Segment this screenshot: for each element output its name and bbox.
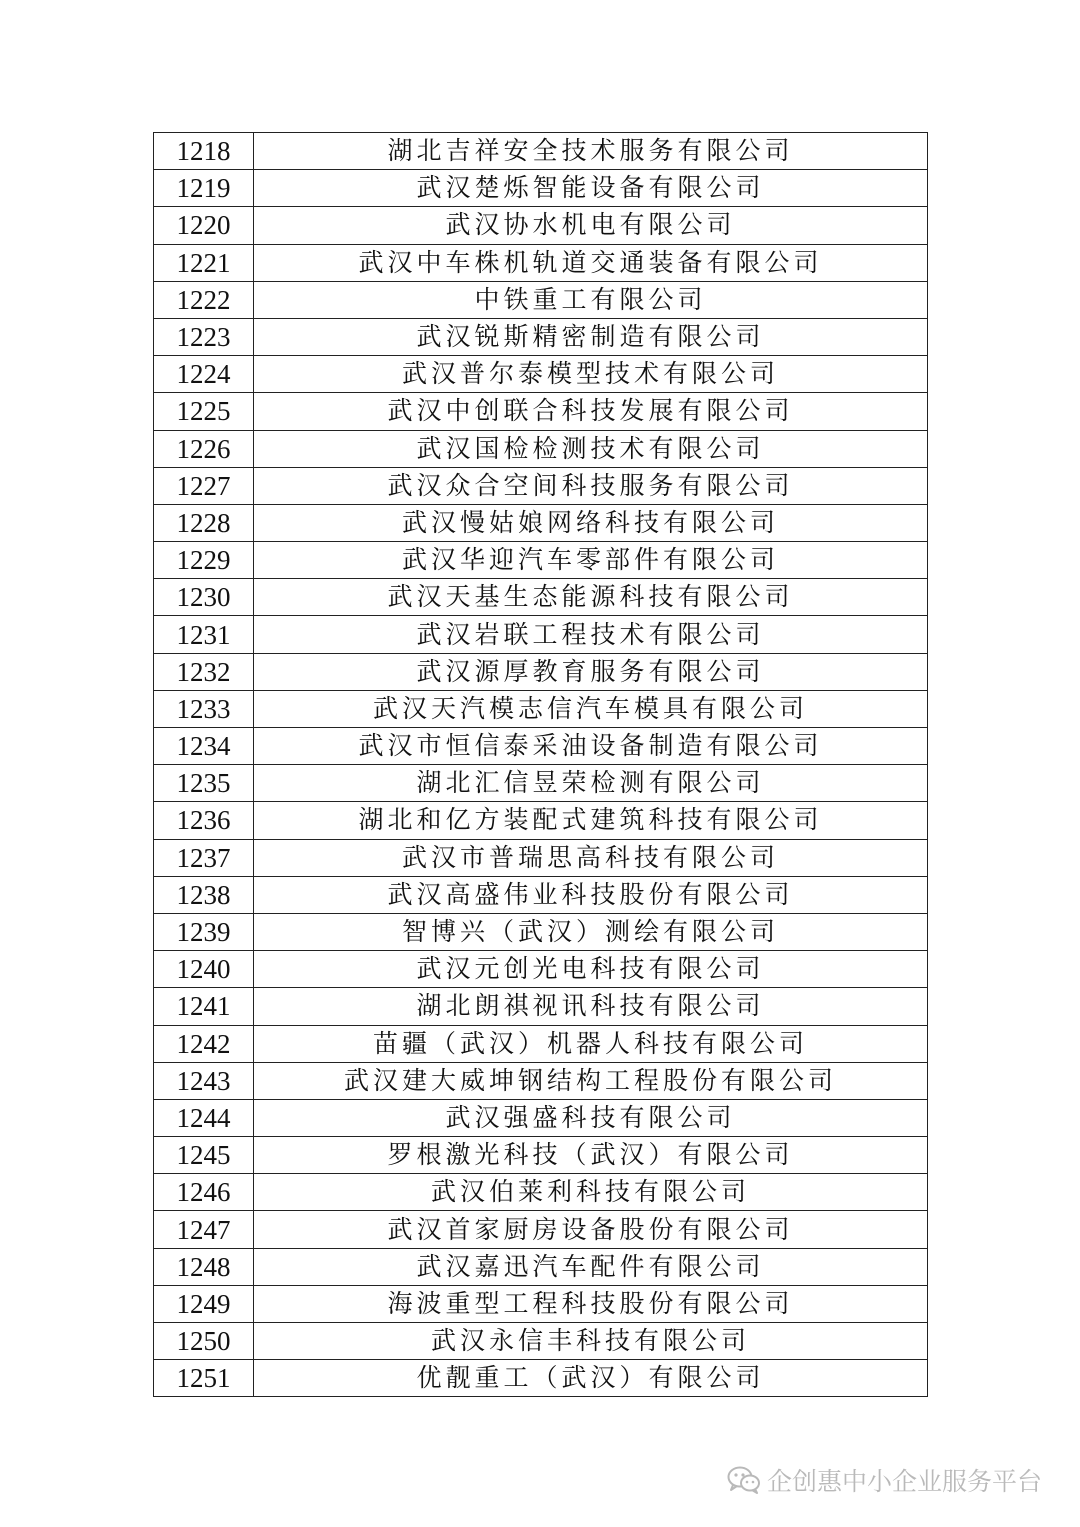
row-number: 1235 (154, 765, 254, 802)
table-row (154, 1137, 928, 1174)
table-row (154, 318, 928, 355)
company-name: 武汉岩联工程技术有限公司 (254, 616, 928, 653)
company-name: 武汉中创联合科技发展有限公司 (254, 393, 928, 430)
row-number: 1228 (154, 504, 254, 541)
row-number: 1247 (154, 1211, 254, 1248)
table-row (154, 504, 928, 541)
company-name: 武汉中车株机轨道交通装备有限公司 (254, 244, 928, 281)
table-row (154, 1174, 928, 1211)
company-name: 武汉天基生态能源科技有限公司 (254, 579, 928, 616)
row-number: 1222 (154, 281, 254, 318)
company-name: 武汉华迎汽车零部件有限公司 (254, 542, 928, 579)
row-number: 1243 (154, 1062, 254, 1099)
company-name: 武汉源厚教育服务有限公司 (254, 653, 928, 690)
company-name: 武汉伯莱利科技有限公司 (254, 1174, 928, 1211)
company-name: 优靓重工（武汉）有限公司 (254, 1360, 928, 1397)
company-name: 武汉国检检测技术有限公司 (254, 430, 928, 467)
table-row (154, 802, 928, 839)
row-number: 1219 (154, 170, 254, 207)
row-number: 1240 (154, 951, 254, 988)
row-number: 1225 (154, 393, 254, 430)
table-row (154, 765, 928, 802)
company-name: 湖北汇信昱荣检测有限公司 (254, 765, 928, 802)
table-row (154, 913, 928, 950)
table-row (154, 579, 928, 616)
row-number: 1239 (154, 913, 254, 950)
company-name: 苗疆（武汉）机器人科技有限公司 (254, 1025, 928, 1062)
row-number: 1234 (154, 728, 254, 765)
company-name: 武汉楚烁智能设备有限公司 (254, 170, 928, 207)
table-row (154, 1062, 928, 1099)
table-row (154, 616, 928, 653)
company-name: 武汉元创光电科技有限公司 (254, 951, 928, 988)
row-number: 1224 (154, 356, 254, 393)
company-name: 中铁重工有限公司 (254, 281, 928, 318)
row-number: 1249 (154, 1285, 254, 1322)
row-number: 1241 (154, 988, 254, 1025)
row-number: 1244 (154, 1099, 254, 1136)
company-name: 武汉首家厨房设备股份有限公司 (254, 1211, 928, 1248)
table-row (154, 133, 928, 170)
table-row (154, 1285, 928, 1322)
company-name: 武汉嘉迅汽车配件有限公司 (254, 1248, 928, 1285)
row-number: 1236 (154, 802, 254, 839)
company-name: 武汉慢姑娘网络科技有限公司 (254, 504, 928, 541)
table-row (154, 244, 928, 281)
watermark (727, 1462, 1042, 1498)
table-row (154, 728, 928, 765)
company-name: 武汉市恒信泰采油设备制造有限公司 (254, 728, 928, 765)
company-name: 武汉建大威坤钢结构工程股份有限公司 (254, 1062, 928, 1099)
table-row (154, 1211, 928, 1248)
table-row (154, 1099, 928, 1136)
table-row (154, 690, 928, 727)
row-number: 1230 (154, 579, 254, 616)
company-name: 智博兴（武汉）测绘有限公司 (254, 913, 928, 950)
table-row (154, 1323, 928, 1360)
row-number: 1238 (154, 876, 254, 913)
row-number: 1250 (154, 1323, 254, 1360)
company-name: 武汉强盛科技有限公司 (254, 1099, 928, 1136)
company-name: 武汉众合空间科技服务有限公司 (254, 467, 928, 504)
row-number: 1237 (154, 839, 254, 876)
company-name: 湖北吉祥安全技术服务有限公司 (254, 133, 928, 170)
row-number: 1226 (154, 430, 254, 467)
row-number: 1227 (154, 467, 254, 504)
table-row (154, 281, 928, 318)
watermark-text: 企创惠中小企业服务平台 (766, 1467, 1042, 1496)
table-row (154, 393, 928, 430)
row-number: 1223 (154, 318, 254, 355)
company-name: 武汉天汽模志信汽车模具有限公司 (254, 690, 928, 727)
company-name: 海波重型工程科技股份有限公司 (254, 1285, 928, 1322)
table-body (154, 133, 928, 1397)
company-name: 武汉普尔泰模型技术有限公司 (254, 356, 928, 393)
table-row (154, 988, 928, 1025)
table-row (154, 467, 928, 504)
row-number: 1231 (154, 616, 254, 653)
table-row (154, 951, 928, 988)
row-number: 1232 (154, 653, 254, 690)
company-name: 武汉市普瑞思高科技有限公司 (254, 839, 928, 876)
company-list-table (153, 132, 928, 1397)
table-row (154, 542, 928, 579)
row-number: 1218 (154, 133, 254, 170)
company-name: 武汉协水机电有限公司 (254, 207, 928, 244)
company-name: 罗根激光科技（武汉）有限公司 (254, 1137, 928, 1174)
table-row (154, 1360, 928, 1397)
row-number: 1220 (154, 207, 254, 244)
company-name: 武汉永信丰科技有限公司 (254, 1323, 928, 1360)
table-row (154, 356, 928, 393)
row-number: 1246 (154, 1174, 254, 1211)
row-number: 1221 (154, 244, 254, 281)
company-name: 湖北和亿方装配式建筑科技有限公司 (254, 802, 928, 839)
row-number: 1229 (154, 542, 254, 579)
table-row (154, 1025, 928, 1062)
company-name: 武汉高盛伟业科技股份有限公司 (254, 876, 928, 913)
row-number: 1242 (154, 1025, 254, 1062)
company-name: 湖北朗祺视讯科技有限公司 (254, 988, 928, 1025)
company-name: 武汉锐斯精密制造有限公司 (254, 318, 928, 355)
row-number: 1233 (154, 690, 254, 727)
table-row (154, 430, 928, 467)
row-number: 1245 (154, 1137, 254, 1174)
table-row (154, 207, 928, 244)
table-row (154, 1248, 928, 1285)
table-row (154, 170, 928, 207)
row-number: 1251 (154, 1360, 254, 1397)
table-row (154, 876, 928, 913)
row-number: 1248 (154, 1248, 254, 1285)
table-row (154, 839, 928, 876)
wechat-icon (727, 1466, 761, 1494)
table-row (154, 653, 928, 690)
